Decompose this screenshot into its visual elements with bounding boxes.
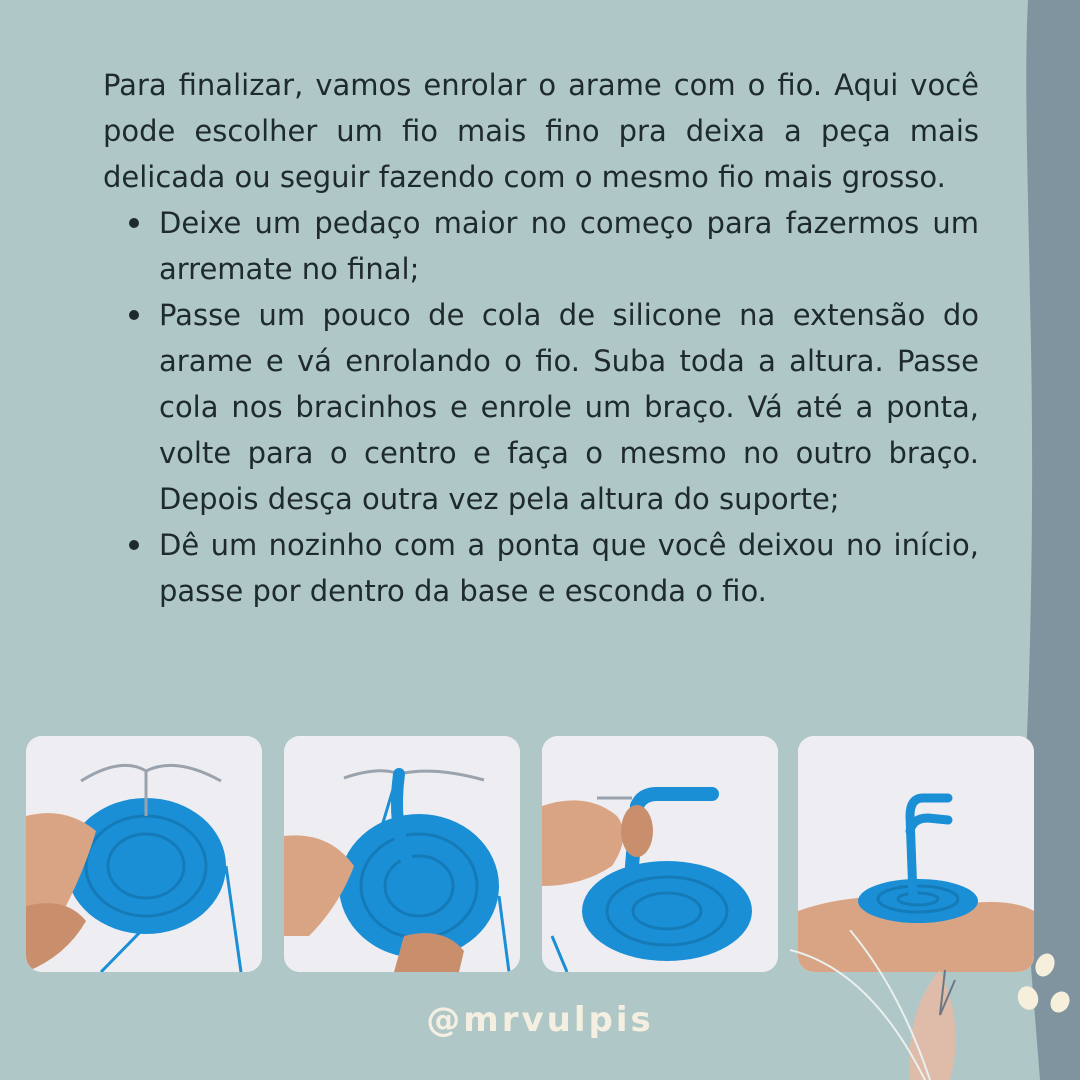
step-item	[103, 522, 979, 614]
step-text: Deixe um pedaço maior no começo para fazermos um arremate no final;	[159, 206, 979, 286]
step-photo-1	[26, 736, 262, 972]
bullet-dot	[129, 540, 139, 550]
step-item	[103, 292, 979, 522]
wrapping-arm-image	[542, 736, 778, 972]
step-photo-2	[284, 736, 520, 972]
instructions	[103, 62, 979, 614]
bullet-dot	[129, 310, 139, 320]
step-text: Passe um pouco de cola de silicone na extensão do arame e vá enrolando o fio. Suba toda a altura. Passe cola nos bracinhos e enrole um braço. Vá até a ponta, volte para o centro e faça o mesmo no outro braço. Depois desça outra vez pela altura do suporte;	[159, 298, 979, 516]
step-item	[103, 200, 979, 292]
author-handle: @mrvulpis	[426, 1000, 654, 1040]
step-text: Dê um nozinho com a ponta que você deixou no início, passe por dentro da base e esconda o fio.	[159, 528, 979, 608]
step-photo-3	[542, 736, 778, 972]
bullet-dot	[129, 218, 139, 228]
intro-paragraph: Para finalizar, vamos enrolar o arame com o fio. Aqui você pode escolher um fio mais fino pra deixa a peça mais delicada ou seguir fazendo com o mesmo fio mais grosso.	[103, 68, 979, 194]
crochet-base-wire-image	[26, 736, 262, 972]
wrapping-wire-image	[284, 736, 520, 972]
steps-list	[103, 200, 979, 614]
